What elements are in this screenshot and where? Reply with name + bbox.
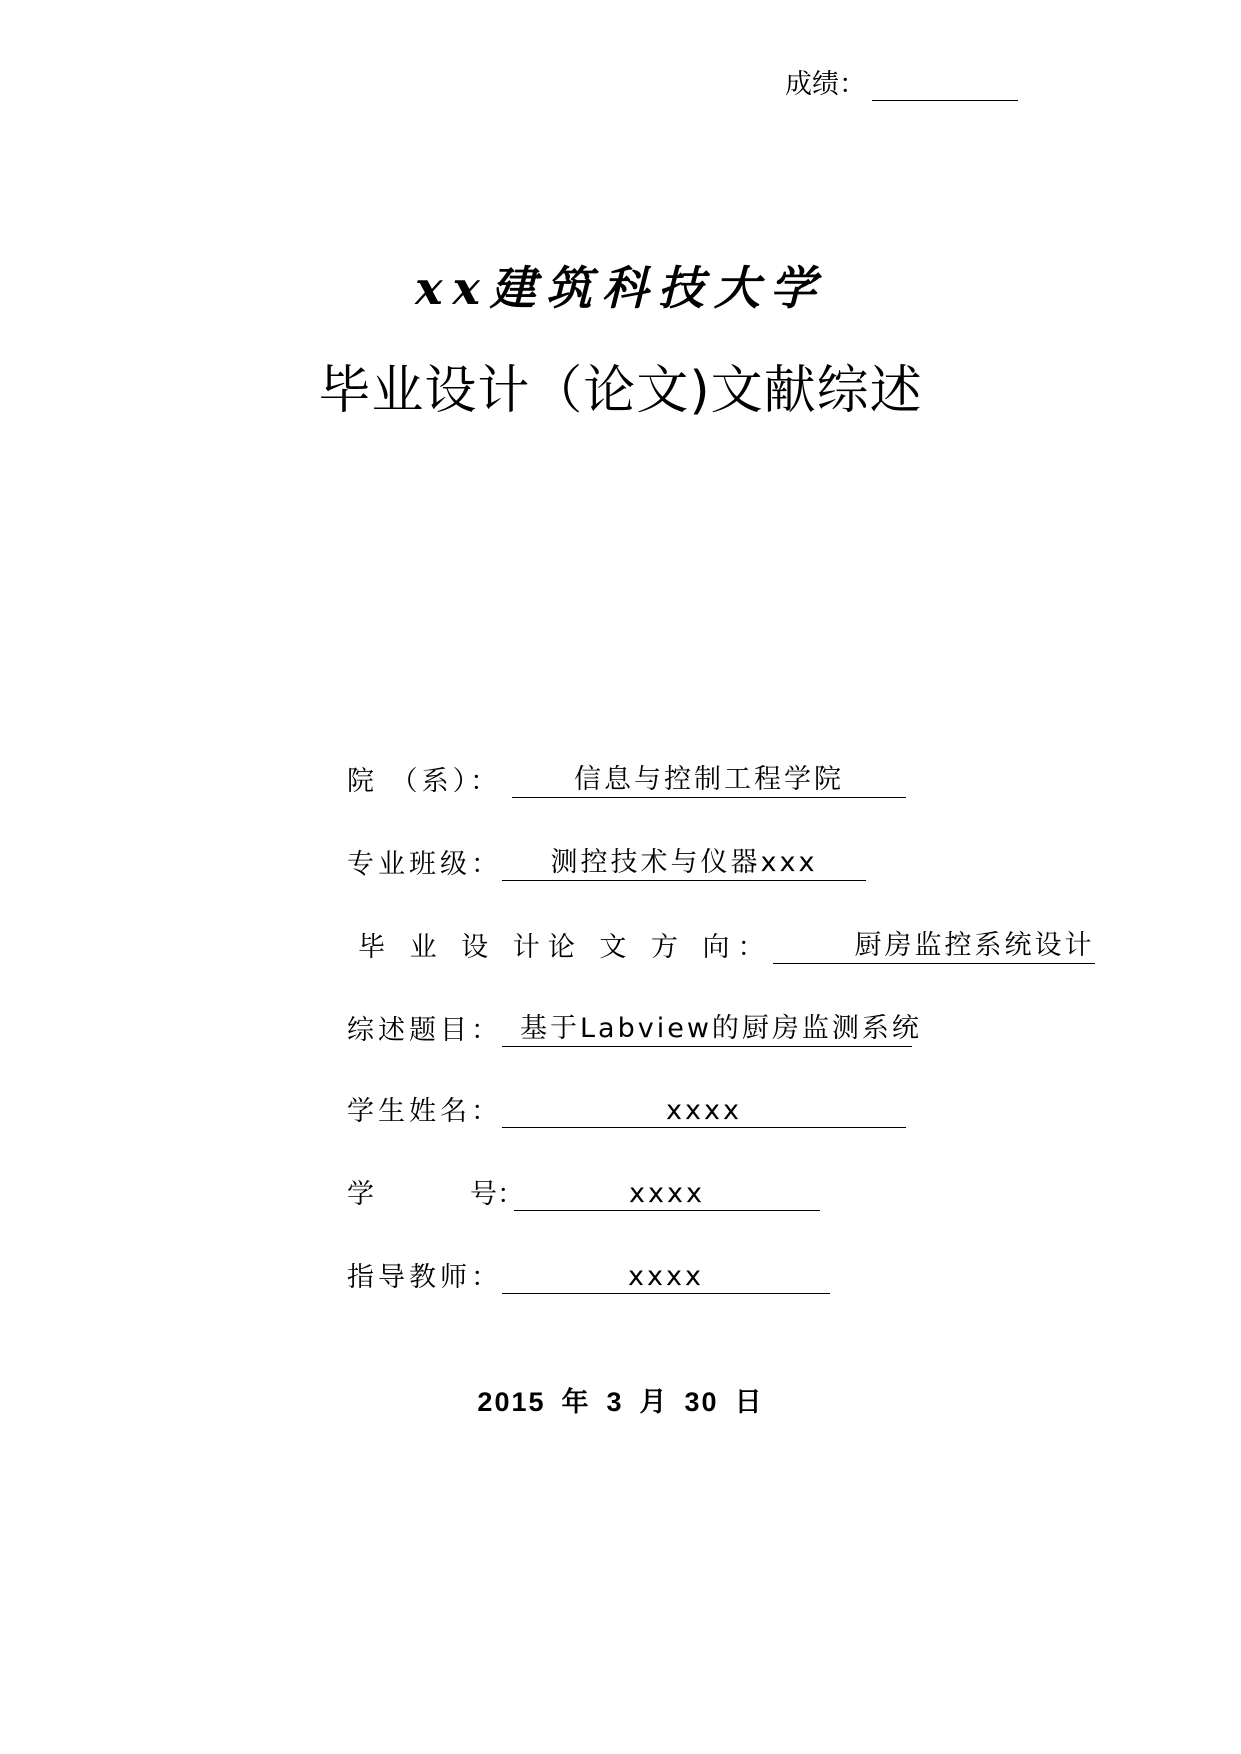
student-id-label-b: 号： [470,1179,524,1210]
college-value: 信息与控制工程学院 [512,757,906,798]
grade-label: 成绩： [785,69,866,100]
date-year-unit: 年 [561,1387,591,1417]
student-name-label: 学生姓名： [347,1096,502,1127]
document-title: 毕业设计（论文)文献综述 [318,361,923,421]
topic-value: 基于Labview的厨房监测系统 [502,1006,912,1047]
college-field [347,757,906,798]
date-month-unit: 月 [639,1387,669,1417]
student-id-field [347,1172,820,1211]
advisor-field [347,1255,830,1294]
topic-field [347,1006,922,1047]
student-name-value: xxxx [502,1095,906,1128]
date-year: 2015 [477,1387,546,1417]
date-day-unit: 日 [734,1387,764,1417]
grade-blank [872,70,1018,101]
grade-line [785,62,1018,101]
college-label: 院 （系）： [347,766,502,797]
topic-label: 综述题目： [347,1015,502,1046]
date-day: 30 [684,1387,719,1417]
date-line [0,1380,1241,1419]
major-class-field [347,840,866,881]
student-name-field [347,1089,906,1128]
advisor-label: 指导教师： [347,1262,502,1293]
advisor-value: xxxx [502,1261,830,1294]
direction-field [358,923,1095,964]
direction-value: 厨房监控系统设计 [773,923,1095,964]
student-id-label-a: 学 [347,1179,374,1210]
major-class-value: 测控技术与仪器xxx [502,840,866,881]
major-class-label: 专业班级： [347,849,502,880]
student-id-value: xxxx [514,1178,820,1211]
university-name: xx建筑科技大学 [415,261,826,315]
direction-label: 毕 业 设 计论 文 方 向： [358,932,773,963]
student-id-label [347,1172,524,1211]
date-month: 3 [606,1387,624,1417]
